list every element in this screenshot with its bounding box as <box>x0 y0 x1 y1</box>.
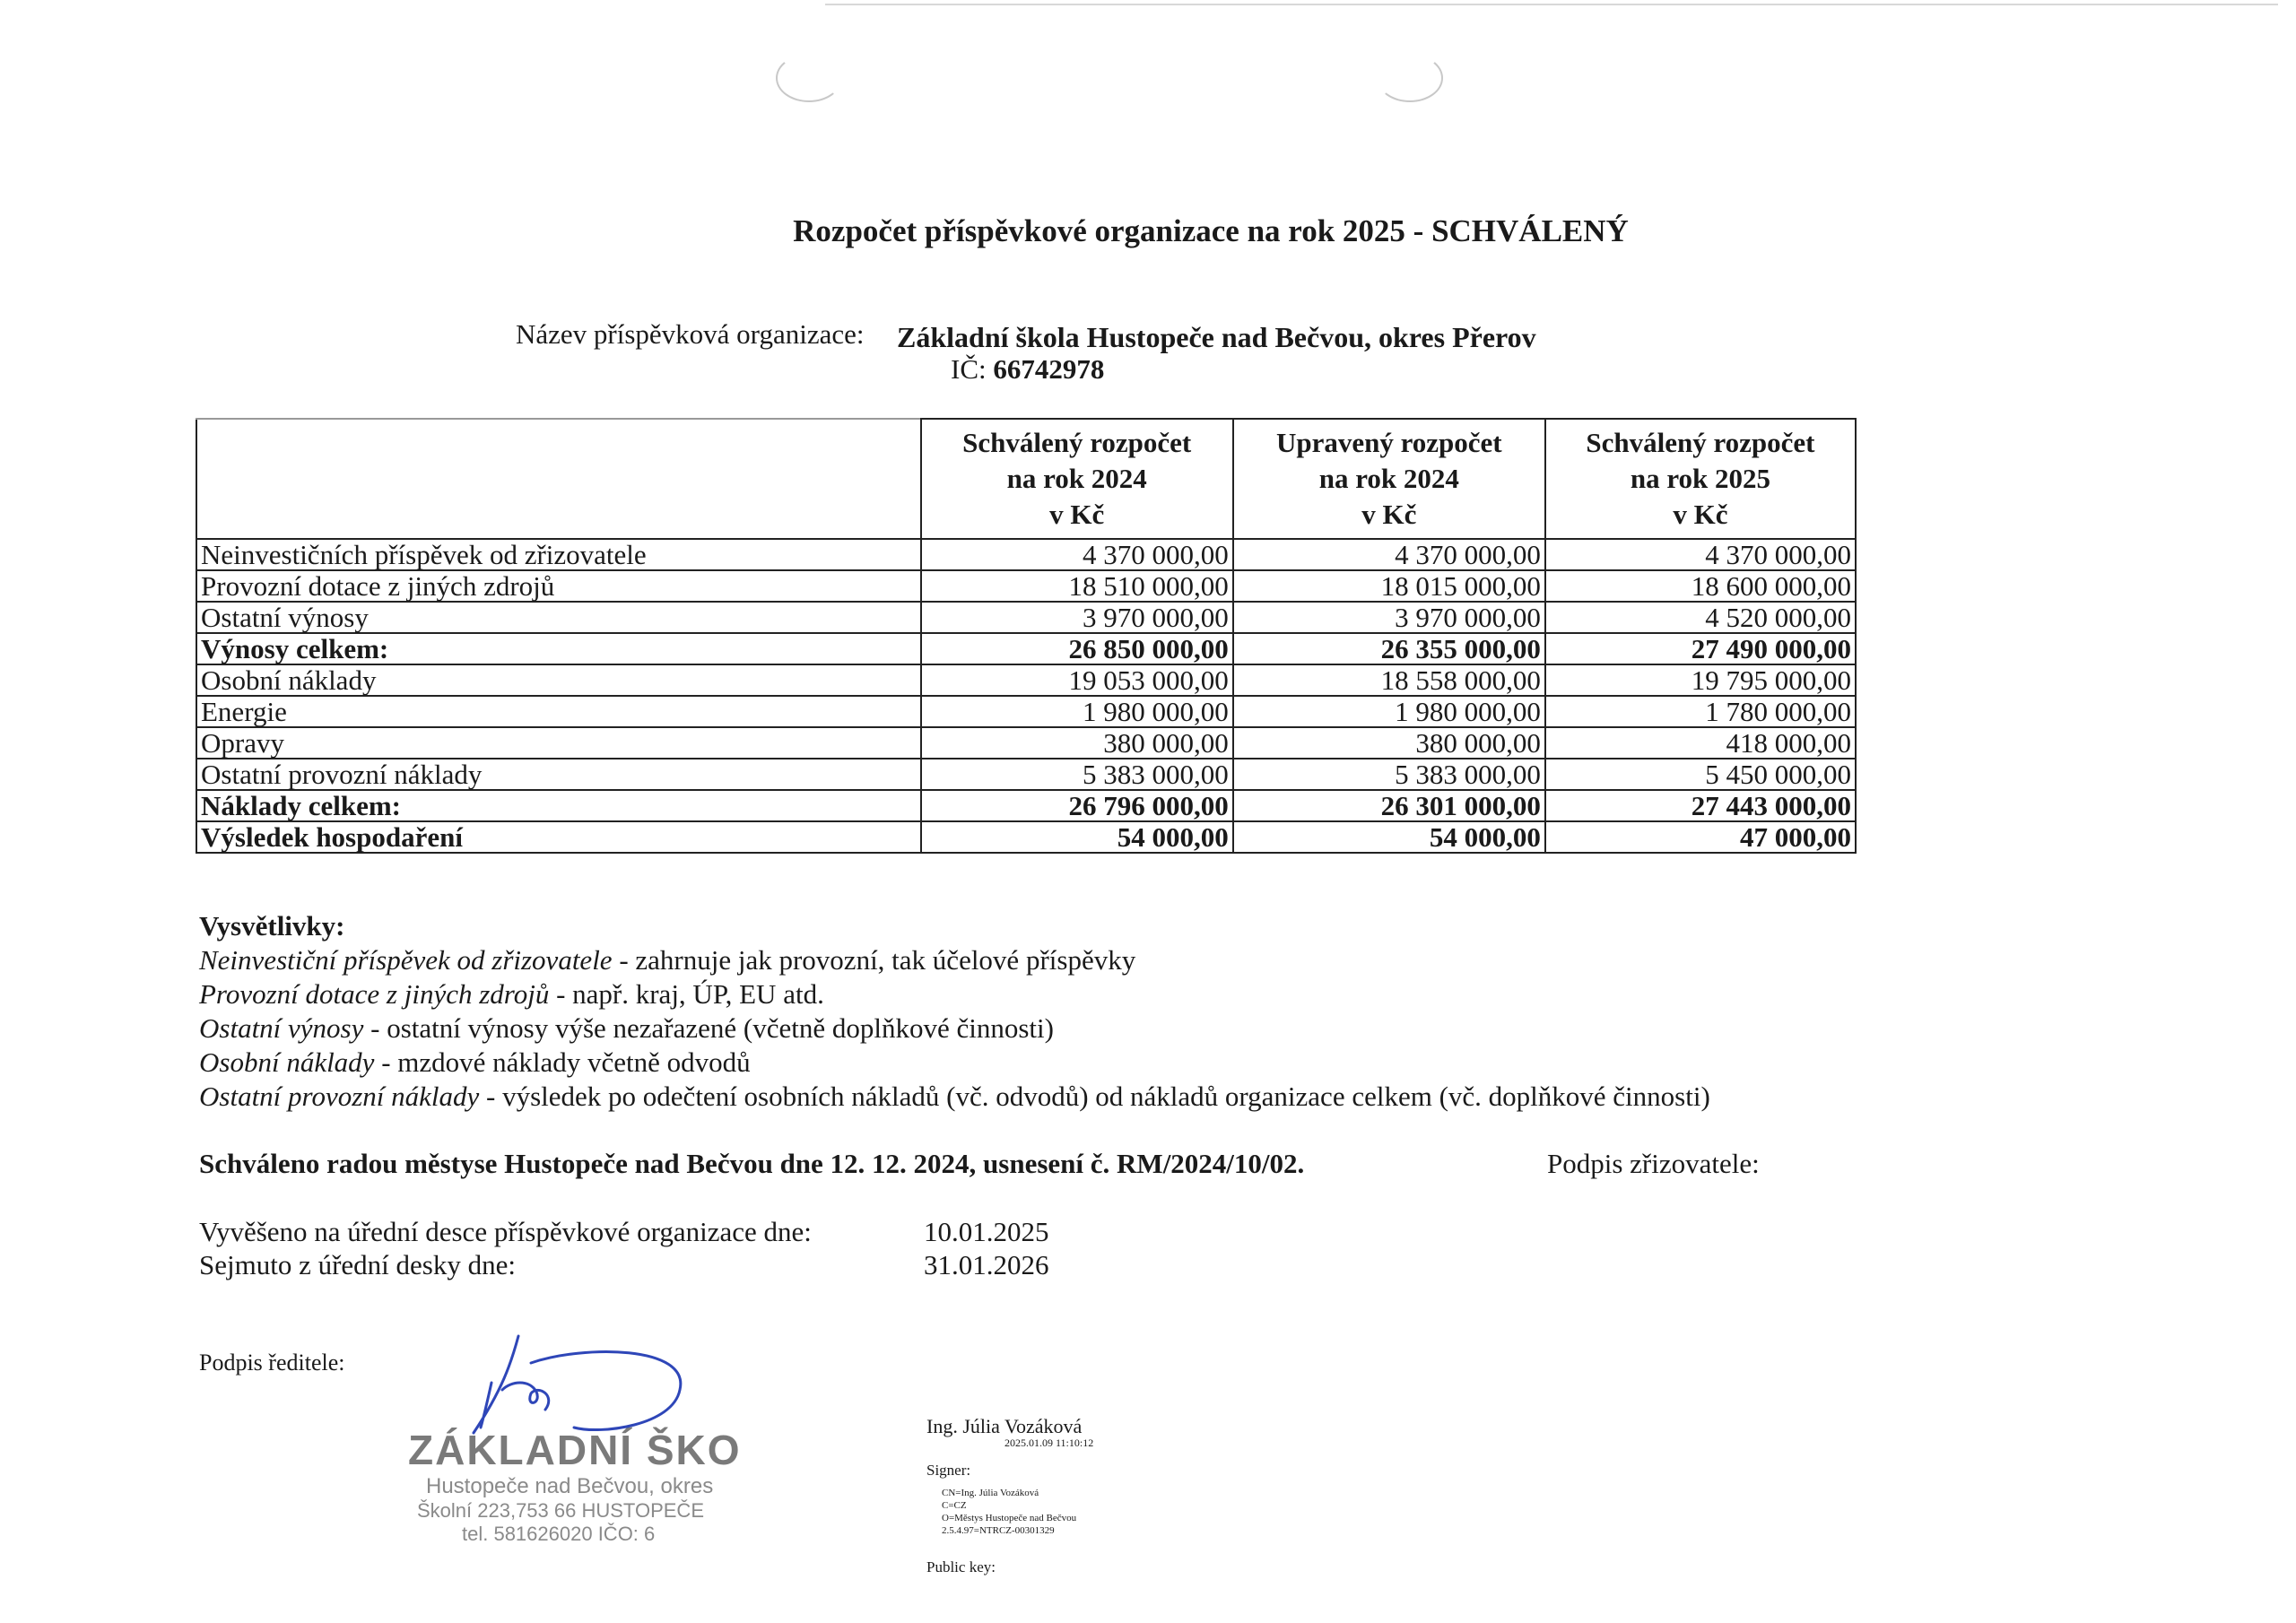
ic-value: 66742978 <box>993 353 1105 385</box>
signer-label: Signer: <box>926 1462 971 1479</box>
ic-line <box>951 353 1104 386</box>
stamp-line: Hustopeče nad Bečvou, okres <box>426 1474 714 1498</box>
posting-labels <box>199 1215 812 1281</box>
value-adjusted-2024: 26 355 000,00 <box>1233 633 1545 664</box>
header-line: v Kč <box>1673 499 1728 530</box>
row-label: Výnosy celkem: <box>196 633 921 664</box>
org-name: Základní škola Hustopeče nad Bečvou, okres Přerov <box>897 321 1536 353</box>
punch-hole-right <box>1377 54 1443 102</box>
approval-text: Schváleno radou městyse Hustopeče nad Bečvou dne 12. 12. 2024, usnesení č. RM/2024/10/02. <box>199 1148 1305 1179</box>
table-row <box>196 821 1856 853</box>
explanation-item <box>199 943 1710 977</box>
table-row <box>196 602 1856 633</box>
header-line: na rok 2024 <box>1006 463 1147 494</box>
stamp-line: ZÁKLADNÍ ŠKO <box>408 1427 742 1473</box>
value-approved-2024: 19 053 000,00 <box>921 664 1233 696</box>
row-label: Provozní dotace z jiných zdrojů <box>196 570 921 602</box>
esignature-timestamp: 2025.01.09 11:10:12 <box>1004 1436 1094 1449</box>
removed-label: Sejmuto z úřední desky dne: <box>199 1249 516 1280</box>
value-approved-2024: 4 370 000,00 <box>921 539 1233 570</box>
value-adjusted-2024: 380 000,00 <box>1233 727 1545 759</box>
signer-detail: CN=Ing. Júlia Vozáková <box>942 1488 1039 1498</box>
budget-table <box>196 418 1857 854</box>
header-blank <box>196 419 921 539</box>
table-row <box>196 727 1856 759</box>
header-line: na rok 2025 <box>1630 463 1771 494</box>
value-adjusted-2024: 3 970 000,00 <box>1233 602 1545 633</box>
explanation-desc: - zahrnuje jak provozní, tak účelové příspěvky <box>612 944 1136 976</box>
founder-signature-label: Podpis zřizovatele: <box>1547 1148 1760 1179</box>
explanation-item <box>199 1080 1710 1114</box>
value-adjusted-2024: 4 370 000,00 <box>1233 539 1545 570</box>
table-row <box>196 759 1856 790</box>
header-line: v Kč <box>1361 499 1417 530</box>
table-row <box>196 696 1856 727</box>
stamp-line: Školní 223,753 66 HUSTOPEČE <box>417 1499 704 1522</box>
signer-detail: 2.5.4.97=NTRCZ-00301329 <box>942 1525 1055 1536</box>
value-adjusted-2024: 1 980 000,00 <box>1233 696 1545 727</box>
row-label: Opravy <box>196 727 921 759</box>
punch-hole-left <box>776 54 842 102</box>
header-approved-2025 <box>1545 419 1856 539</box>
explanations <box>199 909 1710 1114</box>
explanation-term: Ostatní provozní náklady <box>199 1081 480 1112</box>
value-approved-2025: 4 370 000,00 <box>1545 539 1856 570</box>
row-label: Ostatní provozní náklady <box>196 759 921 790</box>
value-approved-2025: 4 520 000,00 <box>1545 602 1856 633</box>
explanation-item <box>199 977 1710 1011</box>
director-signature-label: Podpis ředitele: <box>199 1350 345 1376</box>
posting-dates <box>924 1215 1049 1281</box>
row-label: Ostatní výnosy <box>196 602 921 633</box>
document-title: Rozpočet příspěvkové organizace na rok 2025 - SCHVÁLENÝ <box>793 213 1629 248</box>
header-line: na rok 2024 <box>1318 463 1459 494</box>
value-approved-2024: 5 383 000,00 <box>921 759 1233 790</box>
value-approved-2024: 54 000,00 <box>921 821 1233 853</box>
value-approved-2025: 18 600 000,00 <box>1545 570 1856 602</box>
posted-date: 10.01.2025 <box>924 1216 1049 1247</box>
ic-label: IČ: <box>951 353 987 385</box>
header-approved-2024 <box>921 419 1233 539</box>
header-line: Schválený rozpočet <box>1586 427 1815 458</box>
signer-detail: O=Městys Hustopeče nad Bečvou <box>942 1513 1077 1523</box>
table-row <box>196 539 1856 570</box>
value-approved-2024: 1 980 000,00 <box>921 696 1233 727</box>
value-approved-2024: 26 796 000,00 <box>921 790 1233 821</box>
value-approved-2025: 27 443 000,00 <box>1545 790 1856 821</box>
table-row <box>196 790 1856 821</box>
row-label: Osobní náklady <box>196 664 921 696</box>
explanation-term: Provozní dotace z jiných zdrojů <box>199 978 550 1010</box>
header-line: Schválený rozpočet <box>962 427 1192 458</box>
value-approved-2024: 26 850 000,00 <box>921 633 1233 664</box>
table-row <box>196 664 1856 696</box>
org-label: Název příspěvková organizace: <box>516 318 865 350</box>
stamp-line: tel. 581626020 IČO: 6 <box>462 1523 656 1545</box>
value-approved-2025: 5 450 000,00 <box>1545 759 1856 790</box>
value-approved-2024: 3 970 000,00 <box>921 602 1233 633</box>
value-approved-2024: 18 510 000,00 <box>921 570 1233 602</box>
value-adjusted-2024: 5 383 000,00 <box>1233 759 1545 790</box>
table-row <box>196 570 1856 602</box>
explanation-desc: - ostatní výnosy výše nezařazené (včetně doplňkové činnosti) <box>363 1012 1054 1044</box>
value-approved-2024: 380 000,00 <box>921 727 1233 759</box>
header-line: Upravený rozpočet <box>1275 427 1502 458</box>
row-label: Neinvestičních příspěvek od zřizovatele <box>196 539 921 570</box>
explanation-desc: - výsledek po odečtení osobních nákladů (vč. odvodů) od nákladů organizace celkem (vč. doplňkové činnosti) <box>479 1081 1710 1112</box>
esignature-name: Ing. Júlia Vozáková <box>926 1415 1083 1437</box>
table-header-row <box>196 419 1856 539</box>
handwritten-signature-icon <box>448 1327 709 1453</box>
signer-detail: C=CZ <box>942 1500 967 1511</box>
value-adjusted-2024: 54 000,00 <box>1233 821 1545 853</box>
value-approved-2025: 19 795 000,00 <box>1545 664 1856 696</box>
explanation-term: Neinvestiční příspěvek od zřizovatele <box>199 944 613 976</box>
removed-date: 31.01.2026 <box>924 1249 1049 1280</box>
value-adjusted-2024: 18 558 000,00 <box>1233 664 1545 696</box>
explanation-term: Ostatní výnosy <box>199 1012 364 1044</box>
value-approved-2025: 47 000,00 <box>1545 821 1856 853</box>
row-label: Náklady celkem: <box>196 790 921 821</box>
row-label: Výsledek hospodaření <box>196 821 921 853</box>
top-edge-line <box>825 4 2278 5</box>
header-line: v Kč <box>1049 499 1105 530</box>
explanation-desc: - mzdové náklady včetně odvodů <box>374 1046 751 1078</box>
value-approved-2025: 1 780 000,00 <box>1545 696 1856 727</box>
row-label: Energie <box>196 696 921 727</box>
table-row <box>196 633 1856 664</box>
explanation-item <box>199 1046 1710 1080</box>
value-adjusted-2024: 18 015 000,00 <box>1233 570 1545 602</box>
value-adjusted-2024: 26 301 000,00 <box>1233 790 1545 821</box>
posted-label: Vyvěšeno na úřední desce příspěvkové organizace dne: <box>199 1216 812 1247</box>
value-approved-2025: 418 000,00 <box>1545 727 1856 759</box>
explanations-heading: Vysvětlivky: <box>199 910 345 942</box>
value-approved-2025: 27 490 000,00 <box>1545 633 1856 664</box>
explanation-item <box>199 1011 1710 1046</box>
explanation-term: Osobní náklady <box>199 1046 375 1078</box>
header-adjusted-2024 <box>1233 419 1545 539</box>
explanation-desc: - např. kraj, ÚP, EU atd. <box>549 978 824 1010</box>
public-key-label: Public key: <box>926 1558 996 1575</box>
signer-details <box>942 1487 1076 1537</box>
